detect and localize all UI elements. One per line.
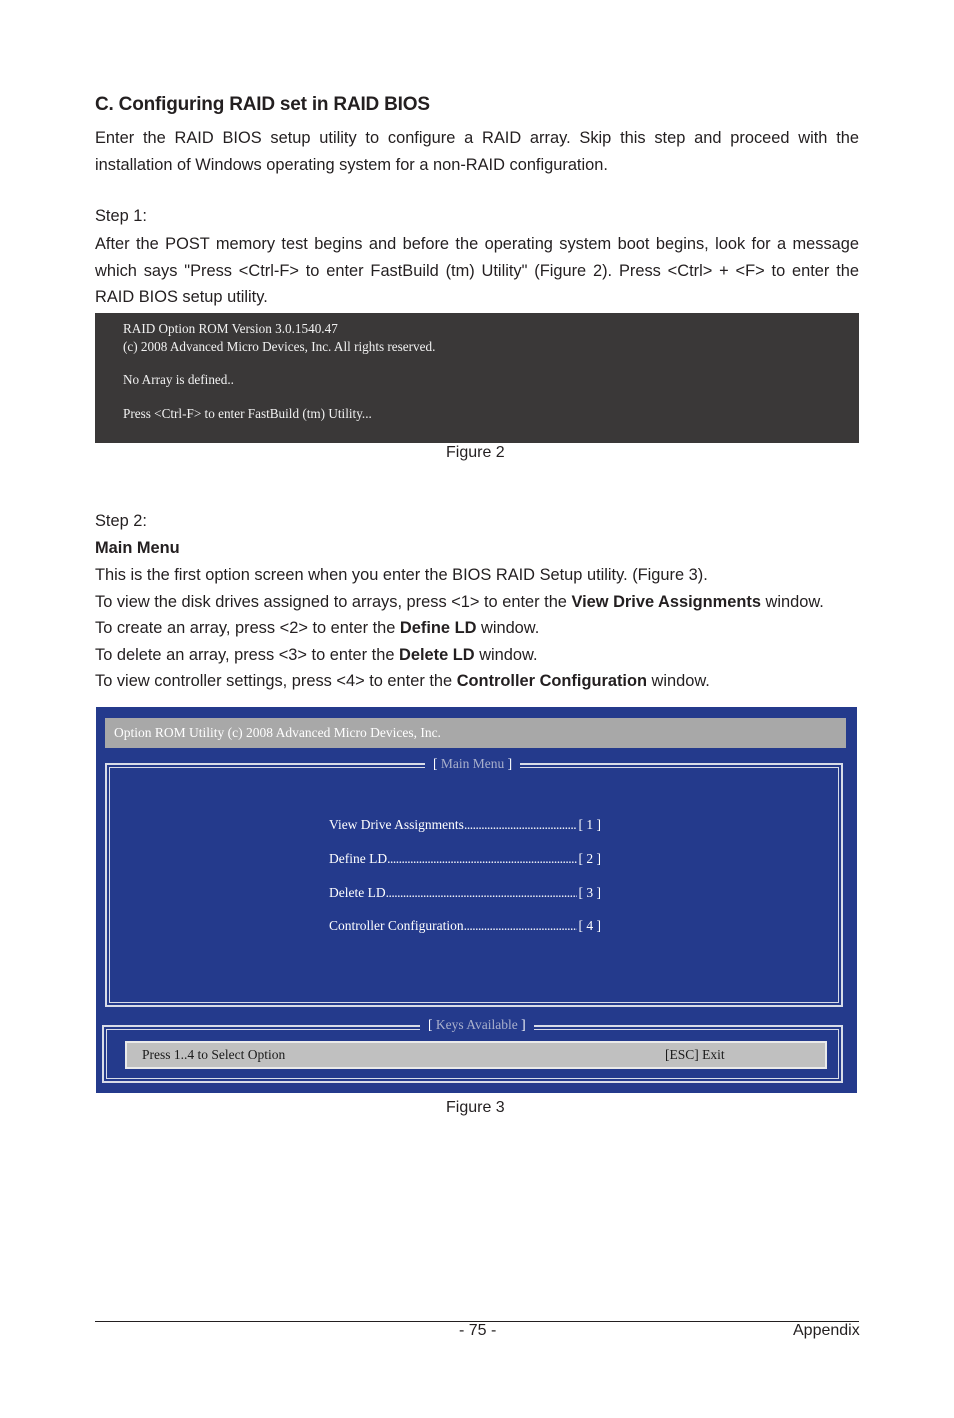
main-menu-subheading: Main Menu — [95, 539, 180, 557]
figure2-caption: Figure 2 — [446, 444, 505, 461]
step2-line5: To view controller settings, press <4> to enter the Controller Configuration window. — [95, 672, 710, 690]
figure3-raid-utility-screen — [96, 707, 857, 1093]
press-ctrl-f-line: Press <Ctrl-F> to enter FastBuild (tm) Utility... — [123, 406, 372, 421]
key-help-status-bar — [125, 1041, 827, 1069]
step2-line1: This is the first option screen when you enter the BIOS RAID Setup utility. (Figure 3). — [95, 566, 708, 584]
no-array-line: No Array is defined.. — [123, 372, 234, 387]
section-heading: C. Configuring RAID set in RAID BIOS — [95, 94, 430, 115]
intro-paragraph: Enter the RAID BIOS setup utility to configure a RAID array. Skip this step and proceed with the installation of Windows operating system for a non-RAID configuration. — [95, 129, 859, 174]
step2-line2: To view the disk drives assigned to arrays, press <1> to enter the View Drive Assignments window. — [95, 593, 824, 611]
menu-item-define-ld[interactable]: Define LD ..... [ 2 ] — [329, 851, 601, 867]
menu-item-delete-ld[interactable]: Delete LD ..... [ 3 ] — [329, 885, 601, 901]
step2-line3: To create an array, press <2> to enter the Define LD window. — [95, 619, 540, 637]
figure3-caption: Figure 3 — [446, 1099, 505, 1116]
step1-paragraph: After the POST memory test begins and before the operating system boot begins, look for a message which says "Press <Ctrl-F> to enter FastBuild (tm) Utility" (Figure 2). Press <Ctrl> + <F> to enter the RAID BIOS setup utility. — [95, 235, 859, 306]
menu-item-controller-configuration[interactable]: Controller Configuration ..... [ 4 ] — [329, 918, 601, 934]
rom-version-line: RAID Option ROM Version 3.0.1540.47 — [123, 321, 338, 336]
keys-available-label: [ Keys Available ] — [420, 1017, 534, 1033]
step2-line4: To delete an array, press <3> to enter the Delete LD window. — [95, 646, 538, 664]
step1-label: Step 1: — [95, 207, 147, 225]
utility-title-bar: Option ROM Utility (c) 2008 Advanced Micro Devices, Inc. — [105, 718, 846, 748]
page-number: - 75 - — [459, 1322, 497, 1339]
step2-label: Step 2: — [95, 512, 147, 530]
menu-item-view-drive-assignments[interactable]: View Drive Assignments ..... [ 1 ] — [329, 817, 601, 833]
select-option-hint: Press 1..4 to Select Option — [142, 1047, 286, 1062]
figure2-post-screen — [95, 313, 859, 443]
footer-section-name: Appendix — [793, 1322, 860, 1339]
main-menu-label: [ Main Menu ] — [425, 756, 520, 772]
esc-exit-hint[interactable]: [ESC] Exit — [665, 1047, 725, 1062]
copyright-line: (c) 2008 Advanced Micro Devices, Inc. All rights reserved. — [123, 339, 436, 354]
